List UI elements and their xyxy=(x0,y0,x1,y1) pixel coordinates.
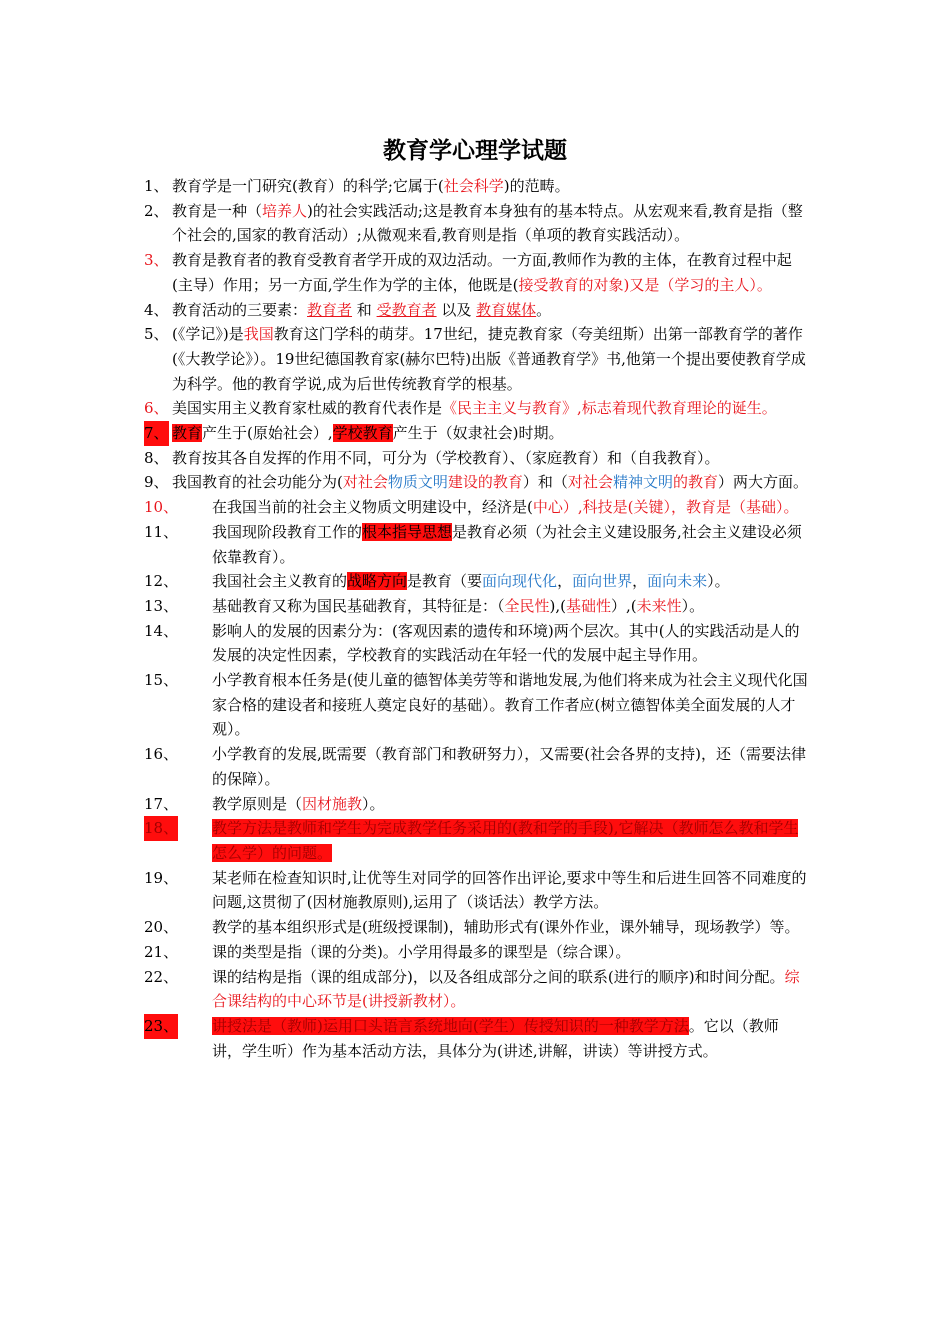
text-run: 全民性 xyxy=(504,596,550,615)
text-run: ）,( xyxy=(611,596,637,615)
question-number: 7、 xyxy=(144,421,169,446)
question-number: 11、 xyxy=(144,522,179,541)
text-run: 讲授法是（教师)运用口头语言系统地向(学生）传授知识的一种教学方法 xyxy=(212,1016,689,1035)
question-text xyxy=(212,965,808,1014)
question-item xyxy=(144,816,808,865)
question-number: 5、 xyxy=(144,325,169,344)
question-number: 10、 xyxy=(144,498,179,517)
text-run: 未来性 xyxy=(636,596,682,615)
text-run: 产生于(原始社会）, xyxy=(202,424,333,443)
question-text xyxy=(172,248,808,297)
question-item xyxy=(144,446,808,471)
question-number: 16、 xyxy=(144,745,179,764)
text-run: 建设的教育 xyxy=(447,473,523,492)
question-list xyxy=(144,174,808,1063)
text-run: 某老师在检查知识时,让优等生对同学的回答作出评论,要求中等生和后进生回答不同难度的问题,这贯彻了(因材施教原则),运用了（谈话法）教学方法。 xyxy=(212,868,807,912)
text-run: 教育这门学科的萌芽。17世纪，捷克教育家（夸美纽斯）出第一部教育学的著作(《大教学论》）。19世纪德国教育家(赫尔巴特)出版《普通教育学》书,他第一个提出要使教育学成为科学。他的教育学说,成为后世传统教育学的根基。 xyxy=(172,325,806,393)
page-title: 教育学心理学试题 xyxy=(383,137,567,164)
text-run: 我国教育的社会功能分为( xyxy=(172,473,343,492)
text-run: 面向未来 xyxy=(647,572,708,591)
question-text xyxy=(212,594,808,619)
question-number: 13、 xyxy=(144,596,179,615)
text-run: 我国社会主义教育的 xyxy=(212,572,348,591)
question-number: 23、 xyxy=(144,1014,178,1039)
question-item xyxy=(144,940,808,965)
text-run: 中心）,科技是(关键），教育是（基础）。 xyxy=(532,498,799,517)
text-run: ）和（ xyxy=(522,473,568,492)
text-run: 教育按其各自发挥的作用不同，可分为（学校教育）、（家庭教育）和（自我教育）。 xyxy=(172,448,720,467)
text-run: ， xyxy=(632,572,648,591)
text-run: ),( xyxy=(549,596,567,615)
question-text xyxy=(172,446,808,471)
text-run: 综合课结构的中心环节是(讲授新教材）。 xyxy=(212,967,800,1011)
text-run: 美国实用主义教育家杜威的教育代表作是 xyxy=(172,399,443,418)
question-text xyxy=(212,619,808,668)
question-number: 22、 xyxy=(144,967,179,986)
text-run: 和 xyxy=(352,300,377,319)
question-number: 6、 xyxy=(144,399,169,418)
question-text xyxy=(212,915,808,940)
question-item xyxy=(144,396,808,421)
text-run: 教育是一种（ xyxy=(172,201,263,220)
question-number: 17、 xyxy=(144,794,179,813)
question-item xyxy=(144,248,808,297)
text-run: 我国现阶段教育工作的 xyxy=(212,522,363,541)
question-item xyxy=(144,322,808,396)
text-run: 培养人 xyxy=(262,201,308,220)
question-text xyxy=(212,569,808,594)
text-run: 。它以（教师讲，学生听）作为基本活动方法，具体分为(讲述,讲解，讲读）等讲授方式。 xyxy=(212,1016,779,1060)
text-run: )的范畴。 xyxy=(503,177,570,195)
text-run: 课的结构是指（课的组成部分)，以及各组成部分之间的联系(进行的顺序)和时间分配。 xyxy=(212,967,785,986)
question-item xyxy=(144,915,808,940)
text-run: 产生于（奴隶社会)时期。 xyxy=(392,424,564,443)
question-text xyxy=(212,866,808,915)
text-run: )的社会实践活动;这是教育本身独有的基本特点。从宏观来看,教育是指（整个社会的,国家的教育活动）;从微观来看,教育则是指（单项的教育实践活动）。 xyxy=(172,201,803,245)
text-run: ）。 xyxy=(707,572,730,591)
question-number: 20、 xyxy=(144,918,179,937)
text-run: 小学教育根本任务是(使儿童的德智体美劳等和谐地发展,为他们将来成为社会主义现代化国家合格的建设者和接班人奠定良好的基础）。教育工作者应(树立德智体美全面发展的人才观）。 xyxy=(212,671,808,739)
question-text xyxy=(172,322,808,396)
question-number: 12、 xyxy=(144,572,179,591)
text-run: 社会科学 xyxy=(443,177,504,195)
text-run: 影响人的发展的因素分为：(客观因素的遗传和环境)两个层次。其中(人的实践活动是人的发展的决定性因素，学校教育的实践活动在年轻一代的发展中起主导作用。 xyxy=(212,621,800,665)
text-run: 教育媒体 xyxy=(476,300,537,319)
text-run: 小学教育的发展,既需要（教育部门和教研努力），又需要(社会各界的支持)，还（需要法律的保障）。 xyxy=(212,745,806,788)
text-run: 教育是教育者的教育受教育者学开成的双边活动。一方面,教师作为教的主体，在教育过程中起(主导）作用；另一方面,学生作为学的主体，他既是( xyxy=(172,251,792,294)
text-run: 因材施教 xyxy=(302,794,363,813)
text-run: 教学方法是教师和学生为完成教学任务采用的(教和学的手段),它解决（教师怎么教和学生怎么学）的问题。 xyxy=(212,819,799,862)
question-text xyxy=(212,792,808,817)
text-run: 精神文明 xyxy=(612,473,673,492)
text-run: 根本指导思想 xyxy=(362,522,453,541)
question-number: 8、 xyxy=(144,448,169,467)
text-run: 在我国当前的社会主义物质文明建设中，经济是( xyxy=(212,498,533,517)
question-item xyxy=(144,1014,808,1063)
question-item xyxy=(144,298,808,323)
text-run: 课的类型是指（课的分类)。小学用得最多的课型是（综合课）。 xyxy=(212,942,631,961)
text-run: 以及 xyxy=(436,300,477,319)
question-text xyxy=(212,495,808,520)
question-item xyxy=(144,421,808,446)
question-number: 9、 xyxy=(144,473,169,492)
question-number: 19、 xyxy=(144,868,179,887)
question-item xyxy=(144,792,808,817)
question-item xyxy=(144,470,808,495)
question-item xyxy=(144,199,808,248)
text-run: ， xyxy=(557,572,573,591)
question-item xyxy=(144,866,808,915)
question-number: 3、 xyxy=(144,251,169,270)
question-number: 2、 xyxy=(144,201,169,220)
question-number: 4、 xyxy=(144,300,169,319)
text-run: (《学记》)是 xyxy=(172,325,244,344)
text-run: ）。 xyxy=(362,794,385,813)
question-number: 18、 xyxy=(144,816,178,841)
question-item xyxy=(144,495,808,520)
question-text xyxy=(172,470,808,495)
text-run: 教育学是一门研究(教育）的科学;它属于( xyxy=(172,177,444,195)
question-number: 15、 xyxy=(144,671,179,690)
text-run: 教育 xyxy=(172,424,203,443)
text-run: 对社会 xyxy=(342,473,388,492)
text-run: 战略方向 xyxy=(347,572,408,591)
question-item xyxy=(144,569,808,594)
question-text xyxy=(172,396,808,421)
text-run: 教育者 xyxy=(307,300,353,319)
question-text xyxy=(212,520,808,569)
text-run: 基础教育又称为国民基础教育，其特征是：（ xyxy=(212,596,505,615)
text-run: 接受教育的对象)又是（学习的主人）。 xyxy=(518,275,772,294)
text-run: 。 xyxy=(536,300,552,319)
text-run: 是教育必须（为社会主义建设服务,社会主义建设必须依靠教育）。 xyxy=(212,522,802,566)
question-item xyxy=(144,174,808,199)
question-item xyxy=(144,594,808,619)
text-run: 面向现代化 xyxy=(482,572,558,591)
text-run: 面向世界 xyxy=(572,572,633,591)
text-run: 是教育（要 xyxy=(407,572,483,591)
text-run: 基础性 xyxy=(566,596,612,615)
question-item xyxy=(144,965,808,1014)
question-text xyxy=(172,199,808,248)
question-number: 21、 xyxy=(144,942,179,961)
text-run: 《民主主义与教育》,标志着现代教育理论的诞生。 xyxy=(442,399,777,418)
text-run: 物质文明 xyxy=(387,473,448,492)
question-item xyxy=(144,742,808,791)
question-number: 1、 xyxy=(144,177,169,195)
question-item xyxy=(144,668,808,742)
text-run: 的教育 xyxy=(672,473,718,492)
text-run: 我国 xyxy=(243,325,274,344)
question-text xyxy=(212,816,808,865)
text-run: 教学原则是（ xyxy=(212,794,303,813)
text-run: 教育活动的三要素： xyxy=(172,300,308,319)
question-text xyxy=(212,940,808,965)
text-run: 教学的基本组织形式是(班级授课制)，辅助形式有(课外作业，课外辅导，现场教学）等。 xyxy=(212,918,800,937)
question-text xyxy=(212,668,808,742)
question-number: 14、 xyxy=(144,621,179,640)
text-run: ）。 xyxy=(681,596,705,615)
text-run: ）两大方面。 xyxy=(717,473,808,492)
question-item xyxy=(144,520,808,569)
question-text xyxy=(212,742,808,791)
question-text xyxy=(172,421,808,446)
question-text xyxy=(212,1014,808,1063)
text-run: 学校教育 xyxy=(332,424,393,443)
question-item xyxy=(144,619,808,668)
text-run: 受教育者 xyxy=(376,300,437,319)
text-run: 对社会 xyxy=(567,473,613,492)
question-text xyxy=(172,174,808,199)
question-text xyxy=(172,298,808,323)
